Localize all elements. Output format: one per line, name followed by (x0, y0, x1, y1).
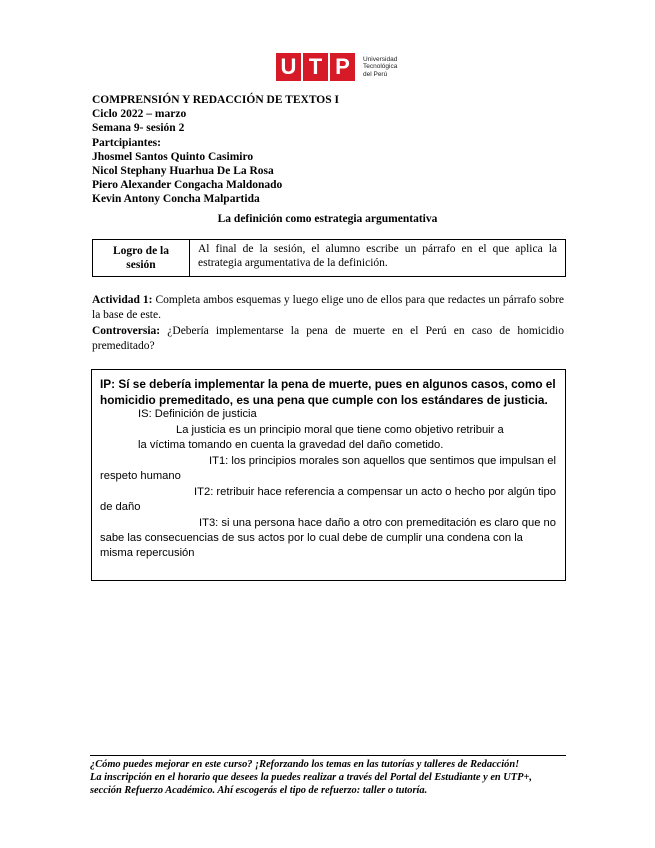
participant-name: Kevin Antony Concha Malpartida (92, 193, 260, 206)
logo-university-name: Universidad Tecnológica del Perú (363, 55, 398, 78)
activity-label: Actividad 1: (92, 294, 153, 306)
argument-scheme-box (91, 369, 566, 581)
definition-line: La justicia es un principio moral que tiene como objetivo retribuir a (176, 424, 504, 436)
week-session: Semana 9- sesión 2 (92, 122, 185, 135)
tertiary-idea-3-cont: sabe las consecuencias de sus actos por lo cual debe de cumplir una condena con la (100, 532, 523, 544)
participants-label: Partcipiantes: (92, 136, 161, 149)
participant-name: Jhosmel Santos Quinto Casimiro (92, 150, 254, 163)
participant-name: Piero Alexander Congacha Maldonado (92, 179, 283, 192)
utp-logo (276, 52, 397, 82)
logo-letter-t: T (303, 53, 328, 81)
controversy: Controversia: ¿Debería implementarse la pena de muerte en el Perú en caso de homicidio premeditado? (92, 325, 564, 352)
footer-divider (90, 755, 566, 756)
definition-line: la víctima tomando en cuenta la gravedad del daño cometido. (138, 439, 444, 451)
tertiary-idea-3-cont: misma repercusión (100, 547, 195, 559)
participant-name: Nicol Stephany Huarhua De La Rosa (92, 165, 274, 178)
logro-label: Logro de la sesión (93, 240, 190, 276)
tertiary-idea-1-cont: respeto humano (100, 470, 181, 482)
tertiary-idea-1: IT1: los principios morales son aquellos que sentimos que impulsan el (209, 455, 556, 467)
tertiary-idea-2: IT2: retribuir hace referencia a compensar un acto o hecho por algún tipo (194, 486, 556, 498)
tertiary-idea-3: IT3: si una persona hace daño a otro con premeditación es claro que no (199, 517, 556, 529)
secondary-idea: IS: Definición de justicia (138, 408, 257, 420)
activity-instruction: Actividad 1: Completa ambos esquemas y luego elige uno de ellos para que redactes un párrafo sobre la base de este. (92, 294, 564, 321)
document-title: La definición como estrategia argumentativa (217, 213, 438, 225)
main-idea: IP: Sí se debería implementar la pena de muerte, pues en algunos casos, como el homicidio premeditado, es una pena que cumple con los estándares de justicia. (100, 377, 556, 407)
controversy-label: Controversia: (92, 325, 161, 337)
tertiary-idea-2-cont: de daño (100, 501, 141, 513)
logro-table (92, 239, 566, 277)
course-header (92, 93, 339, 207)
footer-note: ¿Cómo puedes mejorar en este curso? ¡Reforzando los temas en las tutorías y talleres de Redacción! La inscripción en el horario que desees la puedes realizar a través del Portal del Estudiante y en UTP+, sección Refuerzo Académico. Ahí escogerás el tipo de refuerzo: taller o tutoría. (90, 759, 533, 797)
logo-letter-p: P (330, 53, 355, 81)
course-name: COMPRENSIÓN Y REDACCIÓN DE TEXTOS I (92, 94, 339, 106)
logo-letter-u: U (276, 53, 301, 81)
logro-description: Al final de la sesión, el alumno escribe un párrafo en el que aplica la estrategia argumentativa de la definición. (198, 243, 557, 269)
cycle: Ciclo 2022 – marzo (92, 108, 187, 121)
